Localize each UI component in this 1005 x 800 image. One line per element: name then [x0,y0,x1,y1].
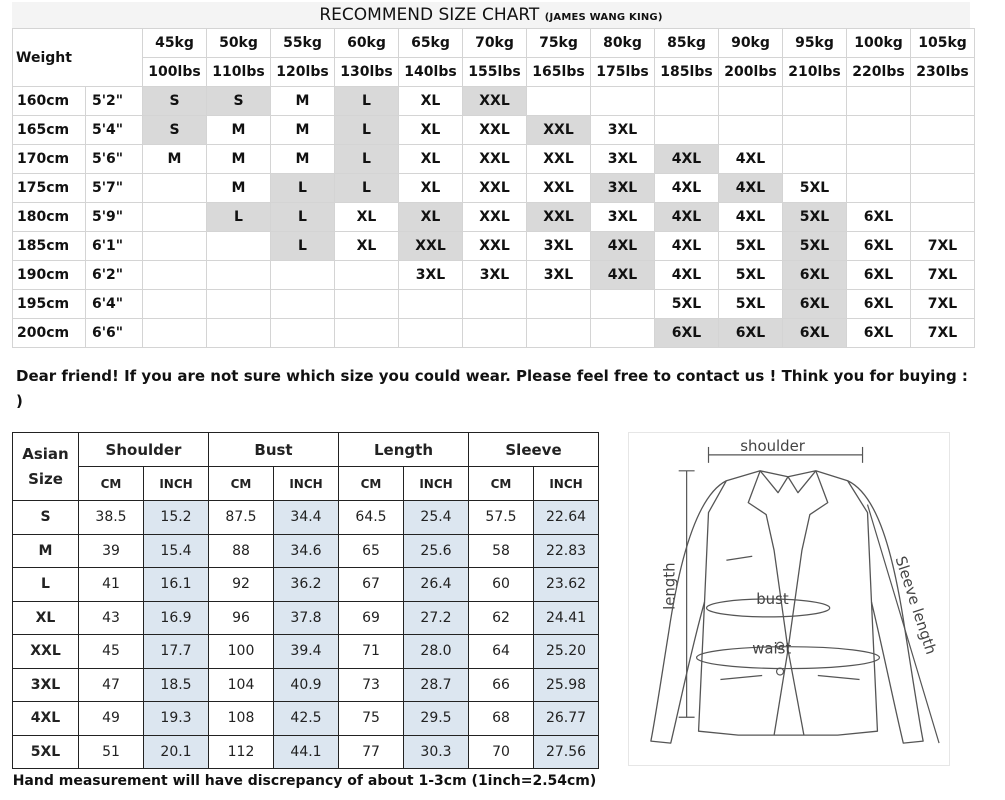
height-inch: 5'4" [86,116,143,145]
size-cell: 7XL [911,319,975,348]
size-cell: S [207,87,271,116]
size-cell: XL [399,145,463,174]
inch-value: 27.56 [534,735,599,769]
size-label: 4XL [13,702,79,736]
inch-value: 20.1 [144,735,209,769]
size-cell: 6XL [783,290,847,319]
size-cell [527,87,591,116]
inch-value: 25.98 [534,668,599,702]
cm-value: 92 [209,568,274,602]
unit-header: CM [209,467,274,501]
size-cell: 4XL [655,174,719,203]
measurement-group-header: Length [339,433,469,467]
inch-value: 26.4 [404,568,469,602]
weight-kg-header: 65kg [399,29,463,58]
size-cell [271,319,335,348]
weight-kg-header: 100kg [847,29,911,58]
weight-kg-header: 50kg [207,29,271,58]
size-cell: M [207,174,271,203]
size-cell: 4XL [591,261,655,290]
weight-lbs-header: 100lbs [143,58,207,87]
size-cell: XXL [527,203,591,232]
size-cell [527,319,591,348]
size-cell: 5XL [719,290,783,319]
size-cell [271,290,335,319]
cm-value: 41 [79,568,144,602]
size-cell [591,290,655,319]
weight-kg-header: 75kg [527,29,591,58]
inch-value: 30.3 [404,735,469,769]
inch-value: 22.83 [534,534,599,568]
size-label: XXL [13,635,79,669]
size-cell: L [271,174,335,203]
size-cell: 4XL [655,261,719,290]
unit-header: INCH [144,467,209,501]
size-cell [463,290,527,319]
size-cell [143,203,207,232]
height-cm: 185cm [13,232,86,261]
size-cell: XL [399,116,463,145]
size-cell: 5XL [719,232,783,261]
inch-value: 25.20 [534,635,599,669]
weight-lbs-header: 185lbs [655,58,719,87]
size-cell [207,319,271,348]
size-label: XL [13,601,79,635]
unit-header: CM [469,467,534,501]
size-cell: 3XL [399,261,463,290]
length-label: length [660,562,679,610]
size-cell: 6XL [847,203,911,232]
size-cell: 4XL [591,232,655,261]
table-row [13,174,975,203]
size-cell: 4XL [719,174,783,203]
cm-value: 68 [469,702,534,736]
inch-value: 37.8 [274,601,339,635]
cm-value: 88 [209,534,274,568]
height-cm: 170cm [13,145,86,174]
height-cm: 160cm [13,87,86,116]
cm-value: 108 [209,702,274,736]
inch-value: 16.1 [144,568,209,602]
cm-value: 66 [469,668,534,702]
table-row [13,601,599,635]
height-inch: 5'7" [86,174,143,203]
height-inch: 5'9" [86,203,143,232]
size-cell: 6XL [847,290,911,319]
cm-value: 73 [339,668,404,702]
cm-value: 87.5 [209,501,274,535]
inch-value: 40.9 [274,668,339,702]
sleeve-length-label: Sleeve length [891,553,941,657]
size-cell [207,232,271,261]
size-cell [719,87,783,116]
weight-lbs-header: 155lbs [463,58,527,87]
table-row [13,290,975,319]
size-cell: 3XL [463,261,527,290]
size-cell: M [207,116,271,145]
size-cell: XXL [463,174,527,203]
size-cell: 4XL [719,203,783,232]
measurement-unit-row [13,467,599,501]
inch-value: 15.2 [144,501,209,535]
inch-value: 22.64 [534,501,599,535]
weight-lbs-header: 120lbs [271,58,335,87]
height-inch: 5'2" [86,87,143,116]
cm-value: 57.5 [469,501,534,535]
weight-lbs-header: 200lbs [719,58,783,87]
size-cell [783,145,847,174]
size-cell: 7XL [911,232,975,261]
unit-header: INCH [274,467,339,501]
size-cell: XXL [463,87,527,116]
cm-value: 60 [469,568,534,602]
size-cell [207,290,271,319]
table-row [13,735,599,769]
size-cell [143,290,207,319]
size-cell: 4XL [719,145,783,174]
inch-value: 25.6 [404,534,469,568]
weight-kg-header: 60kg [335,29,399,58]
size-cell: L [271,232,335,261]
size-cell [911,87,975,116]
size-cell: M [271,116,335,145]
weight-kg-header: 85kg [655,29,719,58]
size-cell [591,87,655,116]
inch-value: 25.4 [404,501,469,535]
table-row [13,668,599,702]
size-cell [399,319,463,348]
size-cell [719,116,783,145]
cm-value: 69 [339,601,404,635]
size-cell: M [271,145,335,174]
measurement-group-header: Shoulder [79,433,209,467]
inch-value: 44.1 [274,735,339,769]
cm-value: 65 [339,534,404,568]
size-cell: M [143,145,207,174]
inch-value: 17.7 [144,635,209,669]
size-label: L [13,568,79,602]
inch-value: 34.6 [274,534,339,568]
cm-value: 49 [79,702,144,736]
asian-size-header: Asian Size [13,433,79,501]
size-cell [463,319,527,348]
cm-value: 112 [209,735,274,769]
size-cell: M [271,87,335,116]
size-cell: 6XL [847,261,911,290]
size-cell [911,145,975,174]
size-cell: S [143,87,207,116]
size-cell: L [335,116,399,145]
height-cm: 180cm [13,203,86,232]
cm-value: 96 [209,601,274,635]
size-cell: L [271,203,335,232]
table-row [13,87,975,116]
size-cell [847,87,911,116]
size-cell: 7XL [911,261,975,290]
size-cell: 4XL [655,203,719,232]
size-cell: 6XL [783,319,847,348]
weight-kg-header: 105kg [911,29,975,58]
size-cell: 3XL [527,261,591,290]
unit-header: INCH [534,467,599,501]
size-cell: XXL [399,232,463,261]
size-cell [335,261,399,290]
cm-value: 75 [339,702,404,736]
size-cell: XL [399,174,463,203]
size-cell: M [207,145,271,174]
size-label: M [13,534,79,568]
size-cell: XXL [463,232,527,261]
inch-value: 23.62 [534,568,599,602]
size-cell: XL [335,232,399,261]
size-cell [911,174,975,203]
size-cell: L [207,203,271,232]
size-label: S [13,501,79,535]
size-cell [143,319,207,348]
weight-kg-header: 70kg [463,29,527,58]
size-cell [847,116,911,145]
measurement-disclaimer: Hand measurement will have discrepancy of about 1-3cm (1inch=2.54cm) [12,773,597,789]
size-cell: 6XL [847,232,911,261]
cm-value: 51 [79,735,144,769]
height-inch: 5'6" [86,145,143,174]
size-cell: XL [399,87,463,116]
table-row [13,534,599,568]
weight-lbs-header: 230lbs [911,58,975,87]
weight-lbs-header: 210lbs [783,58,847,87]
shoulder-label: shoulder [740,436,805,455]
size-cell: L [335,145,399,174]
inch-value: 16.9 [144,601,209,635]
inch-value: 28.0 [404,635,469,669]
size-cell [655,116,719,145]
height-cm: 190cm [13,261,86,290]
size-cell [847,174,911,203]
cm-value: 47 [79,668,144,702]
size-cell: 4XL [655,232,719,261]
recommend-size-table [12,28,975,348]
inch-value: 19.3 [144,702,209,736]
size-cell: 6XL [783,261,847,290]
height-inch: 6'2" [86,261,143,290]
cm-value: 39 [79,534,144,568]
size-cell: 6XL [655,319,719,348]
size-cell: XXL [463,145,527,174]
table-row [13,702,599,736]
size-cell [143,174,207,203]
inch-value: 26.77 [534,702,599,736]
height-cm: 175cm [13,174,86,203]
size-cell: 3XL [591,174,655,203]
size-cell [591,319,655,348]
table-row [13,635,599,669]
size-cell [783,116,847,145]
height-inch: 6'4" [86,290,143,319]
jacket-icon [629,433,949,765]
table-row [13,568,599,602]
weight-lbs-header: 165lbs [527,58,591,87]
measurement-group-header: Sleeve [469,433,599,467]
weight-lbs-header: 110lbs [207,58,271,87]
size-cell: 7XL [911,290,975,319]
weight-kg-header: 90kg [719,29,783,58]
size-cell [527,290,591,319]
table-row [13,116,975,145]
size-cell: 5XL [655,290,719,319]
unit-header: CM [79,467,144,501]
size-cell: L [335,174,399,203]
inch-value: 28.7 [404,668,469,702]
cm-value: 71 [339,635,404,669]
size-cell: XXL [527,145,591,174]
weight-lbs-header: 140lbs [399,58,463,87]
size-cell [335,319,399,348]
measurement-group-row [13,433,599,467]
weight-kg-row [13,29,975,58]
size-cell: S [143,116,207,145]
size-cell: XXL [463,203,527,232]
chart-title-text: RECOMMEND SIZE CHART [319,5,540,25]
size-cell: L [335,87,399,116]
size-cell [847,145,911,174]
size-cell: 5XL [719,261,783,290]
cm-value: 70 [469,735,534,769]
chart-title [12,2,970,28]
size-cell [335,290,399,319]
size-cell: 3XL [591,145,655,174]
weight-lbs-header: 130lbs [335,58,399,87]
height-inch: 6'6" [86,319,143,348]
size-cell [655,87,719,116]
cm-value: 64.5 [339,501,404,535]
weight-lbs-row [13,58,975,87]
contact-note: Dear friend! If you are not sure which size you could wear. Please feel free to contact us ! Think you for buying : ) [16,367,968,410]
measurement-table [12,432,599,769]
size-cell: 3XL [591,116,655,145]
size-cell: 3XL [591,203,655,232]
inch-value: 42.5 [274,702,339,736]
weight-lbs-header: 175lbs [591,58,655,87]
weight-kg-header: 80kg [591,29,655,58]
cm-value: 38.5 [79,501,144,535]
unit-header: INCH [404,467,469,501]
size-label: 5XL [13,735,79,769]
size-cell: 5XL [783,232,847,261]
cm-value: 43 [79,601,144,635]
size-cell: 6XL [847,319,911,348]
cm-value: 104 [209,668,274,702]
size-cell: XXL [463,116,527,145]
size-cell: XL [399,203,463,232]
measurement-group-header: Bust [209,433,339,467]
weight-kg-header: 95kg [783,29,847,58]
weight-label: Weight [13,29,143,87]
inch-value: 39.4 [274,635,339,669]
size-cell: 3XL [527,232,591,261]
inch-value: 34.4 [274,501,339,535]
cm-value: 67 [339,568,404,602]
table-row [13,145,975,174]
size-cell: XXL [527,116,591,145]
size-label: 3XL [13,668,79,702]
size-cell: 4XL [655,145,719,174]
cm-value: 58 [469,534,534,568]
weight-lbs-header: 220lbs [847,58,911,87]
cm-value: 77 [339,735,404,769]
size-cell: 5XL [783,174,847,203]
size-cell [207,261,271,290]
chart-subtitle: (JAMES WANG KING) [544,12,663,23]
inch-value: 24.41 [534,601,599,635]
table-row [13,203,975,232]
inch-value: 27.2 [404,601,469,635]
inch-value: 15.4 [144,534,209,568]
inch-value: 18.5 [144,668,209,702]
cm-value: 62 [469,601,534,635]
inch-value: 29.5 [404,702,469,736]
table-row [13,232,975,261]
table-row [13,501,599,535]
waist-label: waist [752,639,792,658]
size-cell: 5XL [783,203,847,232]
jacket-measurement-illustration [628,432,950,766]
height-cm: 195cm [13,290,86,319]
size-cell [143,232,207,261]
bust-label: bust [756,589,789,608]
size-cell [783,87,847,116]
size-cell: 6XL [719,319,783,348]
size-cell [911,203,975,232]
inch-value: 36.2 [274,568,339,602]
size-cell [143,261,207,290]
table-row [13,261,975,290]
size-cell [911,116,975,145]
size-cell [271,261,335,290]
size-cell [399,290,463,319]
cm-value: 64 [469,635,534,669]
height-cm: 200cm [13,319,86,348]
height-cm: 165cm [13,116,86,145]
unit-header: CM [339,467,404,501]
size-cell: XXL [527,174,591,203]
table-row [13,319,975,348]
cm-value: 100 [209,635,274,669]
size-cell: XL [335,203,399,232]
weight-kg-header: 45kg [143,29,207,58]
weight-kg-header: 55kg [271,29,335,58]
cm-value: 45 [79,635,144,669]
height-inch: 6'1" [86,232,143,261]
